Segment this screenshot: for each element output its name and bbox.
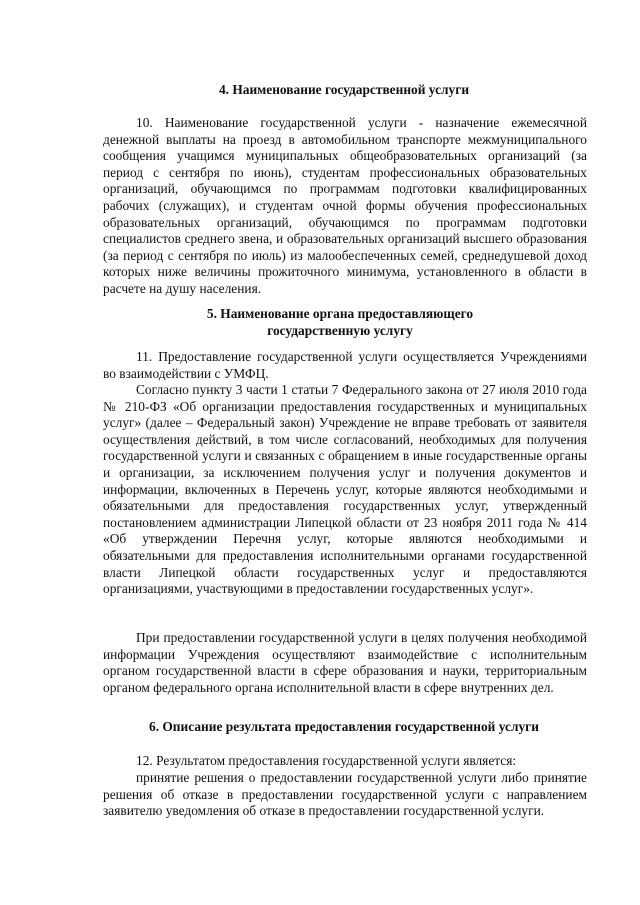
section-6-heading: 6. Описание результата предоставления государственной услуги <box>149 719 539 734</box>
paragraph-12: 12. Результатом предоставления государственной услуги является: <box>136 753 517 768</box>
paragraph-10: 10. Наименование государственной услуги - назначение ежемесячной денежной выплаты на проезд в автомобильном транспорте межмуниципального сообщения учащимся муниципальных общеобразовательных организаций (за период с сентября по июнь), студентам профессиональных образовательных организаций, обучающимся по программам подготовки квалифицированных рабочих (служащих), и студентам очной формы обучения профессиональных образовательных организаций, обучающимся по программам подготовки специалистов среднего звена, и образовательных организаций высшего образования (за период с сентября по июль) из малообеспеченных семей, среднедушевой доход которых ниже величины прожиточного минимума, установленного в области в расчете на душу населения. <box>103 115 587 296</box>
section-5-heading: 5. Наименование органа предоставляющего государственную услугу <box>206 306 474 338</box>
paragraph-interaction: При предоставлении государственной услуги в целях получения необходимой информации Учреждения осуществляют взаимодействие с исполнительным органом государственной власти в сфере образования и науки, территориальным органом федерального органа исполнительной власти в сфере внутренних дел. <box>103 630 587 695</box>
paragraph-11: 11. Предоставление государственной услуги осуществляется Учреждениями во взаимодействии с УМФЦ. <box>103 349 587 381</box>
section-4-heading: 4. Наименование государственной услуги <box>218 82 470 97</box>
paragraph-federal-law: Согласно пункту 3 части 1 статьи 7 Федерального закона от 27 июля 2010 года № 210-ФЗ «Об организации предоставления государственных и муниципальных услуг» (далее – Федеральный закон) Учреждение не вправе требовать от заявителя осуществления действий, в том числе согласований, необходимых для получения государственной услуги и связанных с обращением в иные государственные органы и организации, за исключением получения услуг и получения документов и информации, включенных в Перечень услуг, которые являются необходимыми и обязательными для предоставления государственных услуг, утвержденный постановлением администрации Липецкой области от 23 ноября 2011 года № 414 «Об утверждении Перечня услуг, которые являются необходимыми и обязательными для предоставления исполнительными органами государственной власти Липецкой области государственных услуг и предоставляются организациями, участвующими в предоставлении государственных услуг». <box>103 382 587 597</box>
paragraph-result: принятие решения о предоставлении государственной услуги либо принятие решения об отказе в предоставлении государственной услуги с направлением заявителю уведомления об отказе в предоставлении государственной услуги. <box>103 770 587 819</box>
